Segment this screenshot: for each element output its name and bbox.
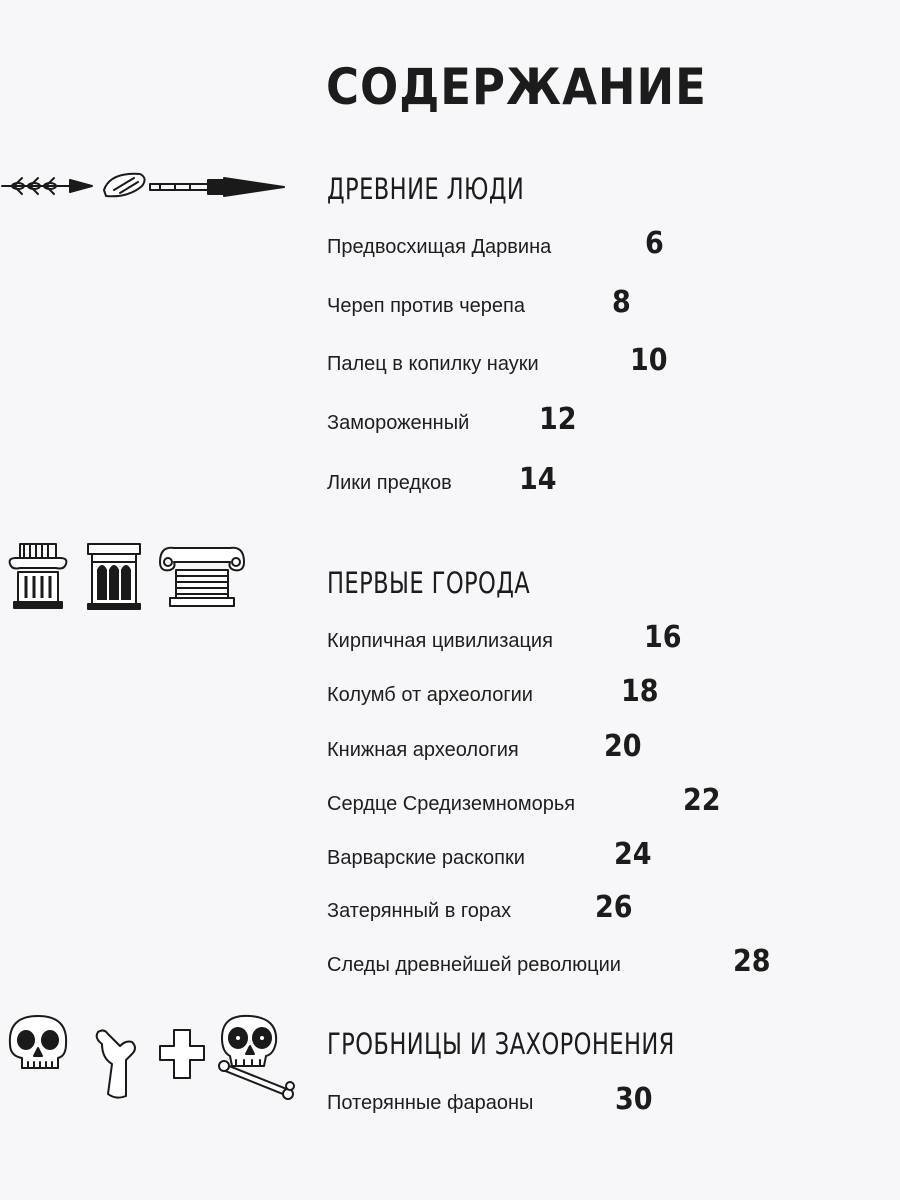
entry-page-number: 8 <box>612 285 631 320</box>
entry-page-number: 12 <box>539 402 577 437</box>
entry-page-number: 18 <box>621 674 659 709</box>
entry-page-number: 14 <box>519 462 557 497</box>
entry-label: Затерянный в горах <box>327 900 512 922</box>
entry-page-number: 22 <box>683 783 721 818</box>
entry-label: Варварские раскопки <box>327 847 525 869</box>
entry-page-number: 28 <box>733 944 771 979</box>
entry-label: Лики предков <box>327 472 452 494</box>
entry-page-number: 30 <box>615 1082 653 1117</box>
toc-entry[interactable] <box>327 729 642 764</box>
toc-entry[interactable] <box>327 620 682 655</box>
toc-entry[interactable] <box>327 837 652 872</box>
entry-label: Сердце Средиземноморья <box>327 793 576 815</box>
entry-page-number: 24 <box>614 837 652 872</box>
entry-page-number: 20 <box>604 729 642 764</box>
toc-entry[interactable] <box>327 783 721 818</box>
toc-entry[interactable] <box>327 343 668 378</box>
entry-label: Палец в копилку науки <box>327 353 539 375</box>
toc-entry[interactable] <box>327 285 631 320</box>
toc-entry[interactable] <box>327 226 664 261</box>
entry-label: Следы древнейшей революции <box>327 954 621 976</box>
entry-label: Колумб от археологии <box>327 684 533 706</box>
entry-label: Череп против черепа <box>327 295 525 317</box>
toc-entry[interactable] <box>327 402 577 437</box>
entry-label: Книжная археология <box>327 739 519 761</box>
entry-page-number: 26 <box>595 890 633 925</box>
entry-page-number: 16 <box>644 620 682 655</box>
section-title-tombs-and-burials: ГРОБНИЦЫ И ЗАХОРОНЕНИЯ <box>327 1027 675 1061</box>
toc-entry[interactable] <box>327 462 557 497</box>
section-title-first-cities: ПЕРВЫЕ ГОРОДА <box>327 566 531 600</box>
toc-entry[interactable] <box>327 890 633 925</box>
entry-label: Потерянные фараоны <box>327 1092 534 1114</box>
column-capital-icon <box>4 538 250 610</box>
entry-label: Предвосхищая Дарвина <box>327 236 552 258</box>
page-title: СОДЕРЖАНИЕ <box>326 58 707 116</box>
section-title-ancient-people: ДРЕВНИЕ ЛЮДИ <box>327 172 525 206</box>
entry-page-number: 10 <box>630 343 668 378</box>
skull-bones-icon <box>4 1010 300 1104</box>
toc-entry[interactable] <box>327 1082 653 1117</box>
stone-tools-icon <box>0 166 290 206</box>
toc-entry[interactable] <box>327 944 771 979</box>
entry-page-number: 6 <box>645 226 664 261</box>
toc-entry[interactable] <box>327 674 659 709</box>
entry-label: Замороженный <box>327 412 470 434</box>
entry-label: Кирпичная цивилизация <box>327 630 553 652</box>
